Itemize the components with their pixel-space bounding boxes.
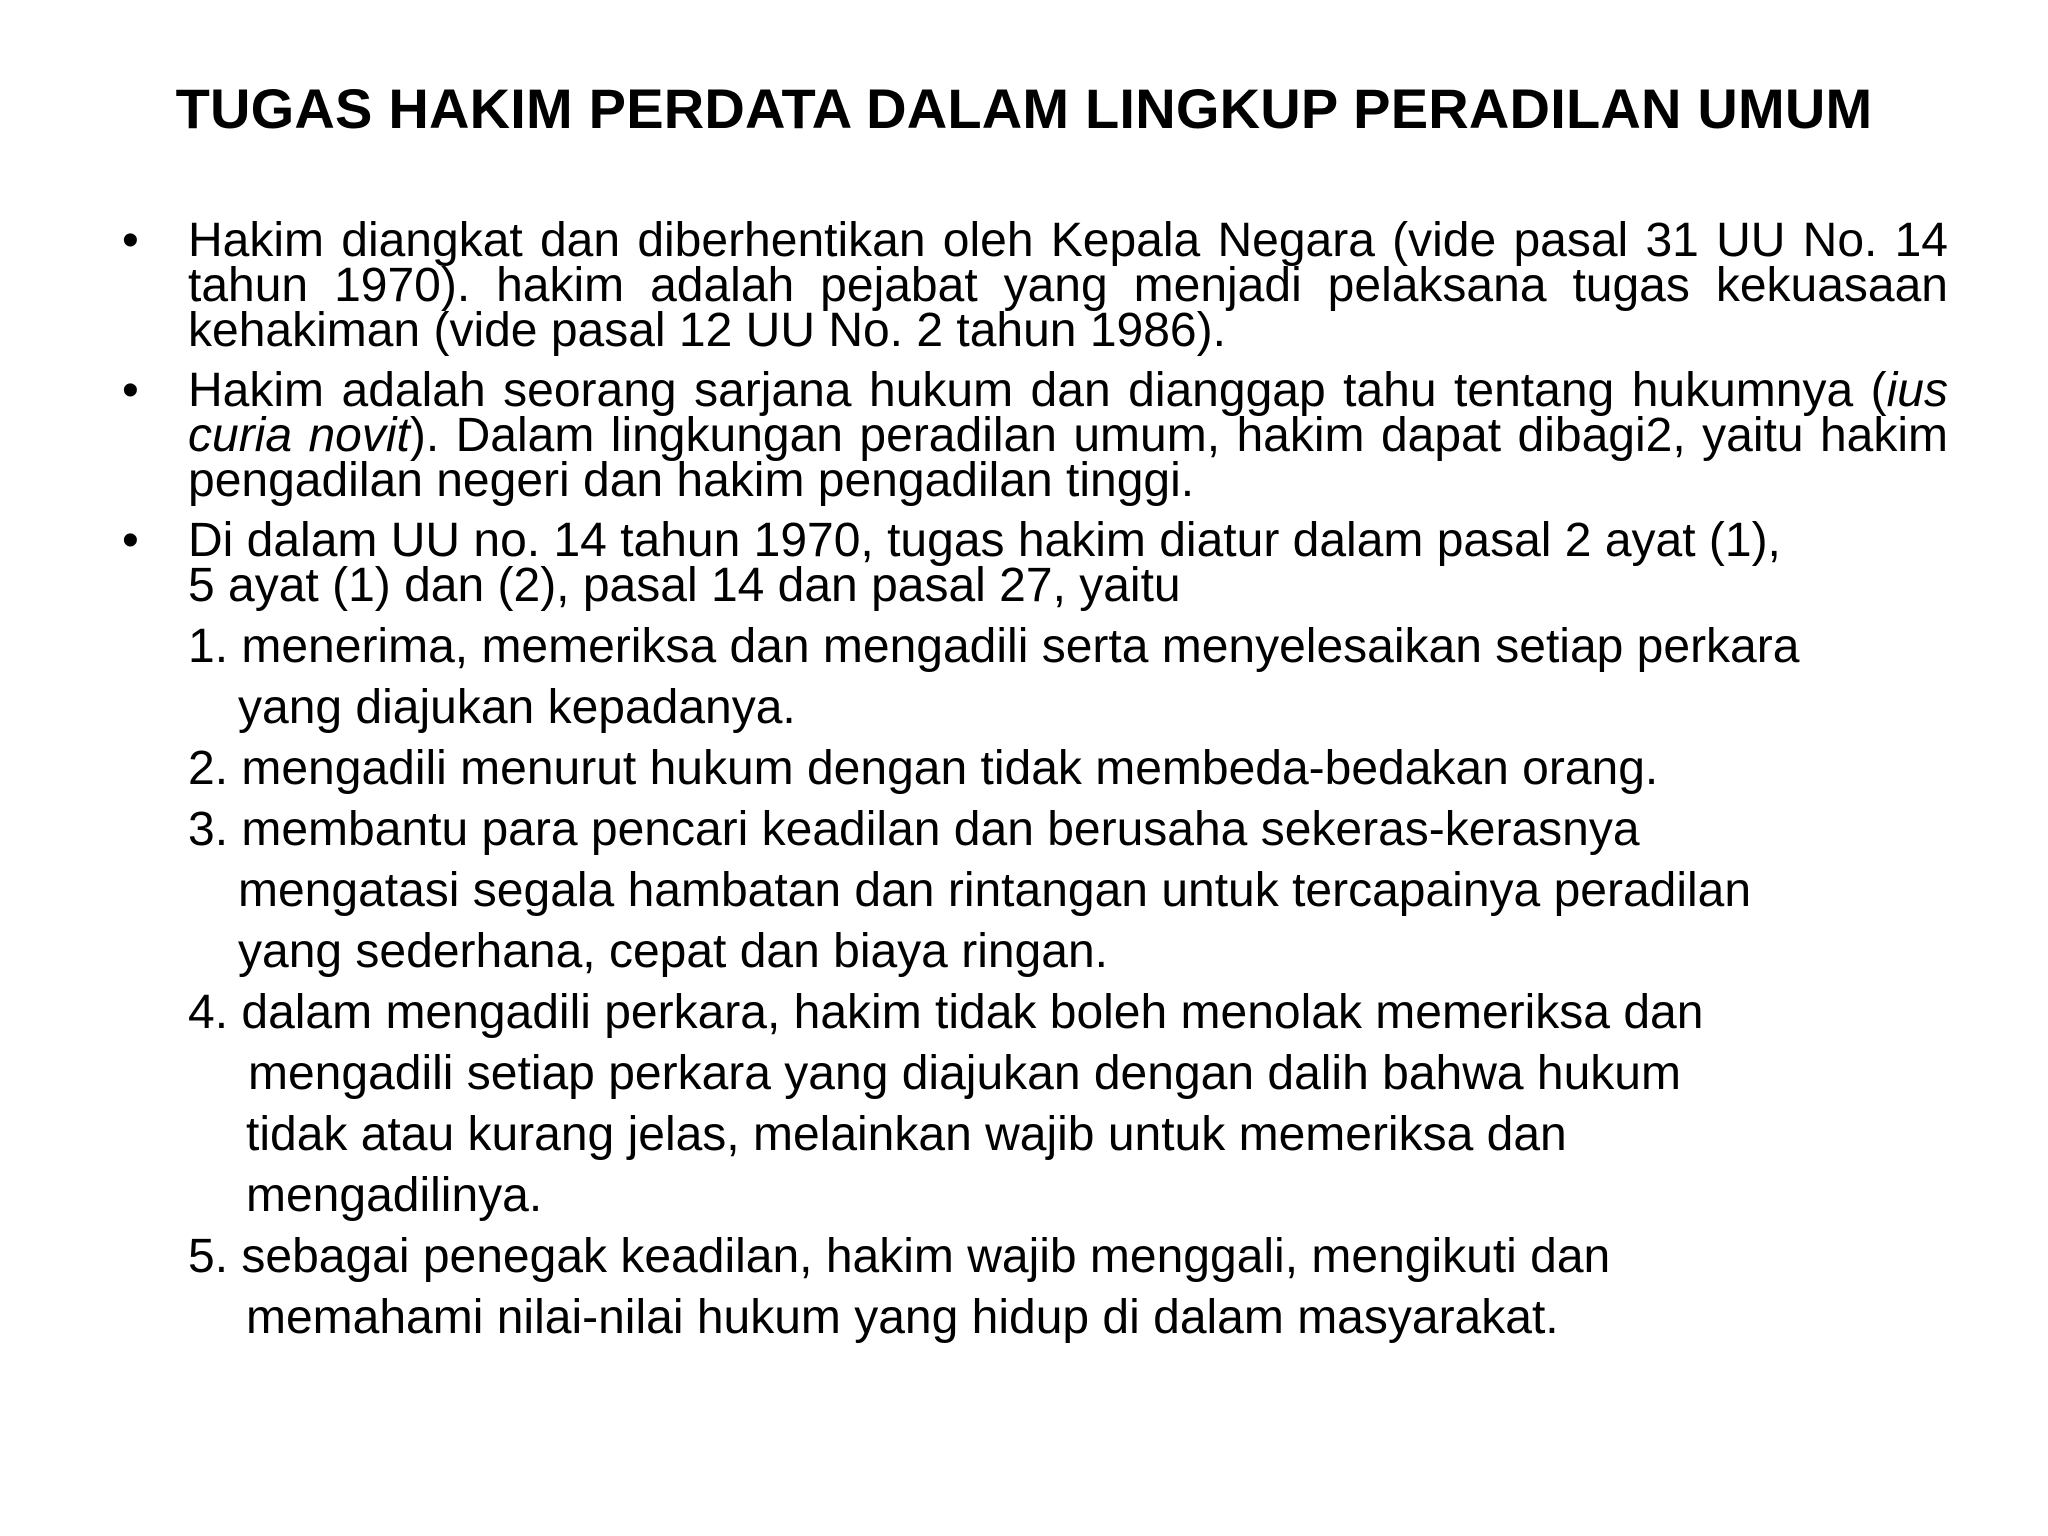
- numbered-line: 1. menerima, memeriksa dan mengadili serta menyelesaikan setiap perkara: [188, 620, 1800, 673]
- bullet-marker: •: [122, 514, 139, 567]
- numbered-line: 2. mengadili menurut hukum dengan tidak membeda-bedakan orang.: [188, 742, 1659, 795]
- numbered-line: mengadilinya.: [246, 1169, 543, 1222]
- numbered-line: 4. dalam mengadili perkara, hakim tidak boleh menolak memeriksa dan: [188, 986, 1704, 1039]
- numbered-line: yang sederhana, cepat dan biaya ringan.: [238, 925, 1108, 978]
- numbered-line: tidak atau kurang jelas, melainkan wajib untuk memeriksa dan: [246, 1108, 1567, 1161]
- numbered-item-5: [122, 1226, 1948, 1348]
- bullet-marker: •: [122, 214, 139, 267]
- numbered-line: mengatasi segala hambatan dan rintangan untuk tercapainya peradilan: [238, 864, 1752, 917]
- numbered-line: 5. sebagai penegak keadilan, hakim wajib menggali, mengikuti dan: [188, 1230, 1611, 1283]
- bullet-line: 5 ayat (1) dan (2), pasal 14 dan pasal 27, yaitu: [188, 559, 1181, 612]
- bullet-text: Hakim diangkat dan diberhentikan oleh Kepala Negara (vide pasal 31 UU No. 14 tahun 1970). hakim adalah pejabat yang menjadi pelaksana tugas kekuasaan kehakiman (vide pasal 12 UU No. 2 tahun 1986).: [188, 214, 1948, 357]
- bullet-line: Di dalam UU no. 14 tahun 1970, tugas hakim diatur dalam pasal 2 ayat (1),: [188, 514, 1781, 567]
- numbered-line: yang diajukan kepadanya.: [238, 681, 796, 734]
- bullet-item: [122, 214, 1948, 357]
- latin-term: ius curia novit: [188, 364, 1948, 462]
- numbered-item-2: [122, 738, 1948, 799]
- bullet-item: [122, 364, 1948, 507]
- bullet-text: Hakim adalah seorang sarjana hukum dan dianggap tahu tentang hukumnya (: [188, 364, 1887, 417]
- numbered-line: 3. membantu para pencari keadilan dan berusaha sekeras-kerasnya: [188, 803, 1640, 856]
- numbered-item-1: [122, 616, 1948, 738]
- bullet-text: ). Dalam lingkungan peradilan umum, hakim dapat dibagi2, yaitu hakim pengadilan negeri dan hakim pengadilan tinggi.: [188, 409, 1948, 507]
- numbered-item-3: [122, 799, 1948, 982]
- numbered-line: mengadili setiap perkara yang diajukan dengan dalih bahwa hukum: [248, 1047, 1681, 1100]
- slide-title: TUGAS HAKIM PERDATA DALAM LINGKUP PERADILAN UMUM: [175, 77, 1873, 140]
- slide-body: [122, 214, 1948, 1348]
- numbered-item-4: [122, 982, 1948, 1226]
- numbered-line: memahami nilai-nilai hukum yang hidup di dalam masyarakat.: [246, 1291, 1559, 1344]
- bullet-marker: •: [122, 364, 139, 417]
- bullet-item: [122, 514, 1948, 612]
